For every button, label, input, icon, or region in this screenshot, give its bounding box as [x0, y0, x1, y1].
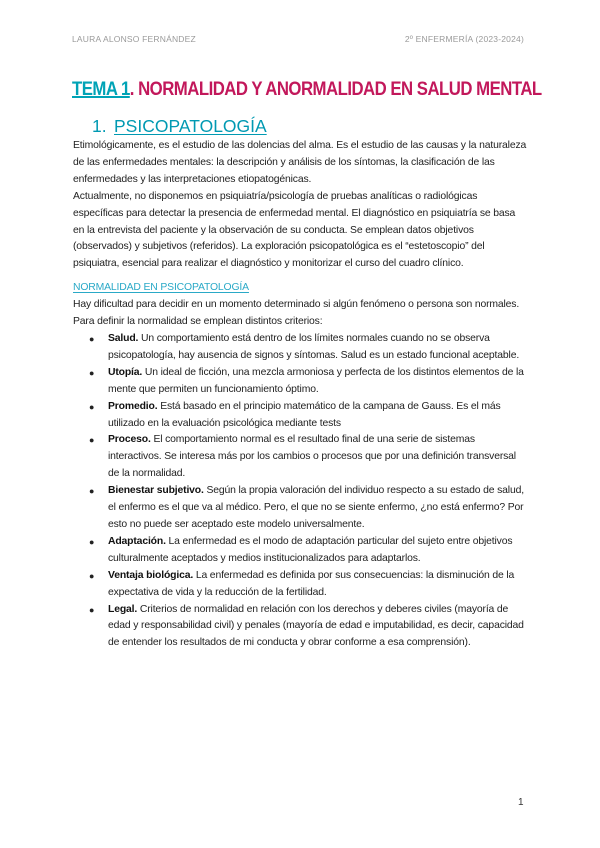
criterion-item — [89, 365, 527, 399]
title-text: NORMALIDAD Y ANORMALIDAD EN SALUD MENTAL — [133, 78, 542, 100]
criterion-item — [89, 568, 527, 602]
bullet-icon: ● — [89, 401, 95, 412]
criteria-list — [89, 331, 527, 652]
criterion-item — [89, 399, 527, 433]
header-course: 2º ENFERMERÍA (2023-2024) — [404, 34, 524, 44]
document-title — [72, 78, 542, 101]
bullet-icon: ● — [89, 536, 95, 547]
title-separator: . — [129, 78, 134, 100]
intro-paragraph-1: Etimológicamente, es el estudio de las dolencias del alma. Es el estudio de las causas y la naturaleza de las enfermedades mentales: la descripción y análisis de los síntomas, la clasificación de las enfermedades y las interpretaciones etiopatogénicas. — [73, 140, 527, 185]
bullet-icon: ● — [89, 334, 95, 344]
bullet-icon: ● — [89, 367, 95, 378]
section-number: 1. — [92, 116, 107, 136]
bullet-icon: ● — [89, 604, 95, 615]
criterion-term: Legal. — [108, 603, 138, 615]
intro-text — [73, 138, 528, 273]
criterion-term: Ventaja biológica. — [108, 569, 194, 581]
header-author: LAURA ALONSO FERNÁNDEZ — [72, 34, 196, 44]
criterion-term: Utopía. — [108, 366, 143, 378]
normality-subheading: NORMALIDAD EN PSICOPATOLOGÍA — [73, 282, 249, 293]
criterion-text: La enfermedad es definida por sus consecuencias: la disminución de la expectativa de vida y la reducción de la fertilidad. — [108, 569, 515, 598]
criterion-term: Promedio. — [108, 400, 158, 412]
criterion-term: Salud. — [108, 333, 139, 344]
section-title: PSICOPATOLOGÍA — [114, 116, 267, 136]
criterion-item — [89, 483, 527, 534]
criterion-text: Está basado en el principio matemático de la campana de Gauss. Es el más utilizado en la evaluación psicológica mediante tests — [108, 400, 501, 429]
title-number: TEMA 1 — [72, 78, 130, 100]
criterion-term: Proceso. — [108, 434, 151, 446]
page-number: 1 — [518, 797, 524, 808]
normality-intro-paragraph: Hay dificultad para decidir en un momento determinado si algún fenómeno o persona son normales. Para definir la normalidad se emplean distintos criterios: — [73, 299, 520, 327]
intro-paragraph-2: Actualmente, no disponemos en psiquiatría/psicología de pruebas analíticas o radiológicas específicas para detectar la presencia de enfermedad mental. El diagnóstico en psiquiatría se basa en la entrevista del paciente y la observación de su conducta. Se emplean datos objetivos (observados) y subjetivos (referidos). La exploración psicopatológica es el “estetoscopio” del psiquiatra, esencial para realizar el diagnóstico y monitorizar el curso del cuadro clínico. — [73, 190, 516, 270]
criterion-item — [89, 432, 527, 483]
bullet-icon: ● — [89, 435, 95, 446]
criterion-item — [89, 534, 527, 568]
criterion-text: La enfermedad es el modo de adaptación particular del sujeto entre objetivos culturalmente aceptados y medios institucionalizados para adaptarlos. — [108, 535, 513, 564]
section-heading — [92, 116, 267, 137]
criterion-text: Un comportamiento está dentro de los límites normales cuando no se observa psicopatología, hay ausencia de signos y síntomas. Salud es un estado funcional aceptable. — [108, 333, 520, 361]
criterion-text: El comportamiento normal es el resultado final de una serie de sistemas interactivos. Se interesa más por los cambios o procesos que por una definición transversal de la normalidad. — [108, 434, 516, 480]
bullet-icon: ● — [89, 570, 95, 581]
bullet-icon: ● — [89, 486, 95, 497]
normality-intro — [73, 297, 528, 331]
criterion-text: Un ideal de ficción, una mezcla armoniosa y perfecta de los distintos elementos de la mente que permiten un funcionamiento óptimo. — [108, 366, 524, 395]
criterion-text: Según la propia valoración del individuo respecto a su estado de salud, el enfermo es el que va al médico. Pero, el que no se siente enfermo, ¿no está enfermo? Por esto no puede ser aceptado este modelo universalmente. — [108, 485, 524, 530]
criterion-item — [89, 602, 527, 653]
criterion-text: Criterios de normalidad en relación con los derechos y deberes civiles (mayoría de edad y responsabilidad civil) y penales (mayoría de edad e imputabilidad, es decir, capacidad de entender los resultados de mi conducta y obrar conforme a esa comprensión). — [108, 603, 524, 649]
criterion-term: Adaptación. — [108, 535, 166, 547]
criterion-item — [89, 331, 527, 365]
criterion-term: Bienestar subjetivo. — [108, 485, 204, 497]
